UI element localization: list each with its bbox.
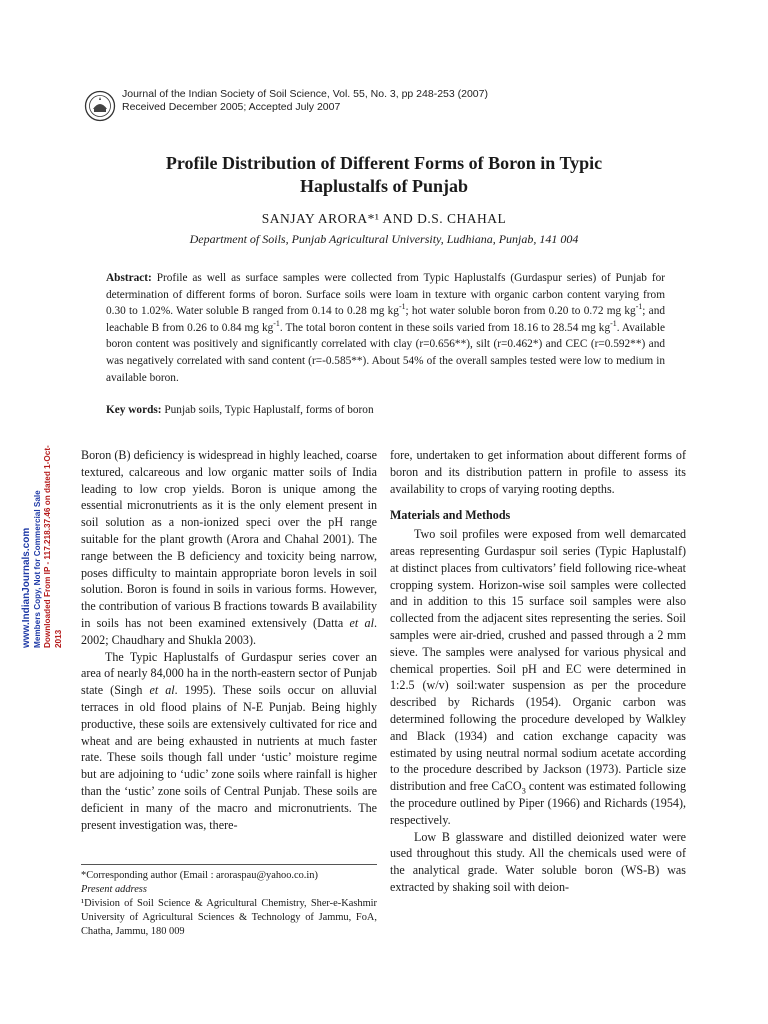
intro-paragraph-3: fore, undertaken to get information about different forms of boron and its distribution pattern in profile to assess its availability to crops of varying rooting depths. <box>390 448 686 496</box>
journal-citation <box>122 88 602 114</box>
affiliation: Department of Soils, Punjab Agricultural University, Ludhiana, Punjab, 141 004 <box>189 232 579 246</box>
watermark-download-info: Downloaded From IP - 117.218.37.46 on dated 1-Oct-2013 <box>43 445 63 648</box>
methods-p1-sub: 3 <box>521 785 526 796</box>
download-watermark <box>22 438 76 648</box>
section-heading-materials-methods: Materials and Methods <box>390 508 511 523</box>
abstract-sup-3: -1 <box>273 319 280 329</box>
methods-p1-text-b: content was estimated following the procedure outlined by Piper (1966) and Richards (1954), respectively. <box>390 779 687 827</box>
abstract-text-c: ; and leachable B from 0.26 to 0.84 mg kg <box>106 305 665 334</box>
footnotes <box>81 869 377 939</box>
footnote-present-address: ¹Division of Soil Science & Agricultural Chemistry, Sher-e-Kashmir University of Agricultural Sciences & Technology of Jammu, FoA, Chatha, Jammu, 180 009 <box>81 898 377 937</box>
paper-title-line-2: Haplustalfs of Punjab <box>299 176 469 196</box>
paper-title-line-1: Profile Distribution of Different Forms of Boron in Typic <box>165 153 603 173</box>
methods-paragraph-2: Low B glassware and distilled deionized water were used throughout this study. All the chemicals used were of the analytical grade. Water soluble boron (WS-B) was extracted by shaking soil with deion- <box>390 829 686 894</box>
abstract-sup-1: -1 <box>398 302 406 312</box>
abstract <box>106 270 665 386</box>
intro-p2-text-a: The Typic Haplustalfs of Gurdaspur series cover an area of nearly 84,000 ha in the north-eastern sector of Punjab state (Singh <box>81 649 377 698</box>
intro-p2-text-b: . 1995). These soils occur on alluvial terraces in old flood plains of N-E Punjab. Being highly productive, these soils are extensively cultivated for rice and wheat and are being exhausted in nutrients at much faster rate. These soils though fall under ‘ustic’ moisture regime but are adjoining to ‘udic’ zone soils where rainfall is higher than the ‘ustic’ zone soils of Central Punjab. These soils are deficient in many of the macro and micronutrients. The present investigation was, there- <box>81 683 377 832</box>
footnote-corresponding-author: *Corresponding author (Email : aroraspau@yahoo.co.in) <box>81 870 318 881</box>
received-accepted-dates: Received December 2005; Accepted July 2007 <box>122 101 341 113</box>
watermark-members-copy: Members Copy, Not for Commercial Sale <box>32 490 42 648</box>
journal-header <box>84 88 604 124</box>
methods-paragraph-1 <box>390 526 686 828</box>
abstract-sup-4: -1 <box>610 319 617 329</box>
society-logo-icon <box>84 90 116 122</box>
abstract-label: Abstract: <box>106 272 152 284</box>
intro-p1-etal: et al <box>349 615 374 630</box>
keywords-label: Key words: <box>106 404 162 416</box>
authors: SANJAY ARORA*¹ AND D.S. CHAHAL <box>261 211 507 226</box>
footnote-present-address-label: Present address <box>81 884 147 895</box>
methods-p1-text-a: Two soil profiles were exposed from well demarcated areas representing Gurdaspur soil series (Typic Haplustalf) at distinct places from cultivators’ field following rice-wheat cropping system. Horizon-wise soil samples were collected and in addition to this 15 surface soil samples were also collected from the adjacent sites representing the series. Soil samples were air-dried, crushed and passed through a 2 mm sieve. The samples were analysed for various physical and chemical properties. Soil pH and EC were determined in 1:2.5 (w/v) soil:water suspension as per the procedure described by Richards (1954). Organic carbon was determined following the procedure developed by Walkley and Black (1934) and cation exchange capacity was estimated by using neutral normal sodium acetate according to the procedure described by Jackson (1973). Particle size distribution and free CaCO <box>390 527 686 794</box>
paper-title <box>100 152 668 198</box>
abstract-text-e: . Available boron content was positively and significantly correlated with clay (r=0.656**), silt (r=0.462*) and CEC (r=0.592**) and was negatively correlated with sand content (r=-0.585**). About 54% of the overall samples tested were low to medium in available boron. <box>106 321 665 384</box>
intro-paragraph-1 <box>81 447 377 649</box>
abstract-text-d: . The total boron content in these soils varied from 18.16 to 28.54 mg kg <box>279 321 611 334</box>
intro-p2-etal: et al <box>149 683 175 698</box>
left-column <box>81 447 377 833</box>
intro-p1-text-b: . 2002; Chaudhary and Shukla 2003). <box>81 615 377 647</box>
journal-citation-line: Journal of the Indian Society of Soil Science, Vol. 55, No. 3, pp 248-253 (2007) <box>122 88 488 100</box>
intro-paragraph-2 <box>81 649 377 834</box>
watermark-site-link[interactable]: www.IndianJournals.com <box>21 527 32 648</box>
right-column <box>390 447 686 896</box>
footnote-divider <box>81 864 377 865</box>
abstract-sup-2: -1 <box>635 302 643 312</box>
abstract-text-b: ; hot water soluble boron from 0.20 to 0.72 mg kg <box>405 305 636 318</box>
abstract-text-a: Profile as well as surface samples were collected from Typic Haplustalfs (Gurdaspur series) of Punjab for determination of different forms of boron. Surface soils were loam in texture with organic carbon content varying from 0.30 to 1.02%. Water soluble B ranged from 0.14 to 0.28 mg kg <box>106 272 665 318</box>
keywords <box>106 402 665 418</box>
keywords-text: Punjab soils, Typic Haplustalf, forms of boron <box>161 404 374 416</box>
intro-p1-text-a: Boron (B) deficiency is widespread in highly leached, coarse textured, calcareous and low organic matter soils of India leading to low crop yields. Boron is unique among the essential micronutrients as it is the only element present in soil solution as a non-ionized speci over the pH range suitable for the plant growth (Arora and Chahal 2001). The range between the B deficiency and toxicity being narrow, poses difficulty to maintain appropriate boron levels in soil solution. Boron is found in soils in various forms. However, the contribution of various B fractions towards B availability in soils has not been examined extensively (Datta <box>81 448 377 630</box>
